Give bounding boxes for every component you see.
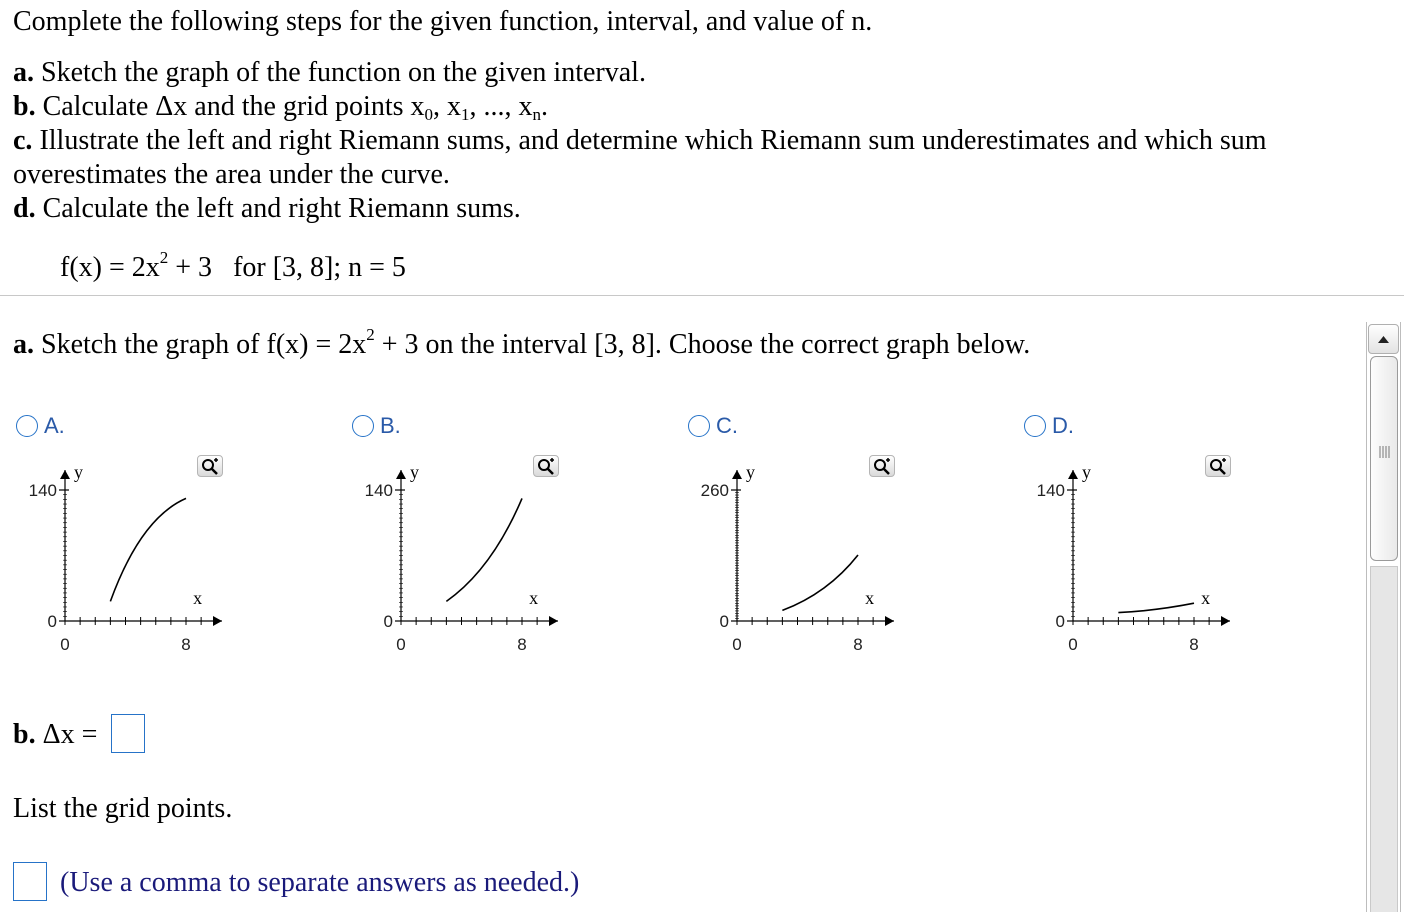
step-d: d. Calculate the left and right Riemann sums. — [13, 193, 521, 224]
function-formula: $f(x) = 2x^2 + 3$ for [3, 8]; n = 5 — [60, 248, 406, 283]
scroll-up-button[interactable] — [1368, 324, 1399, 354]
y-axis-label: y — [74, 462, 83, 482]
magnifier-icon — [870, 456, 894, 476]
scroll-track[interactable] — [1370, 566, 1398, 912]
graph-svg — [1018, 452, 1258, 662]
graph-svg — [682, 452, 922, 662]
x-max-label: 8 — [181, 635, 191, 654]
y-axis-label: y — [1082, 462, 1091, 482]
magnifier-icon — [1206, 456, 1230, 476]
grid-points-input[interactable] — [13, 862, 47, 901]
y-axis-arrow — [1068, 470, 1078, 479]
graph-b — [346, 452, 586, 662]
zoom-button[interactable] — [533, 455, 559, 477]
function-curve — [110, 498, 186, 601]
grid-points-note: (Use a comma to separate answers as needed.) — [60, 867, 580, 898]
magnifier-icon — [198, 456, 222, 476]
y-max-label: 260 — [700, 481, 729, 500]
x-axis-label: x — [865, 588, 875, 608]
x-axis-label: x — [529, 588, 539, 608]
x-max-label: 8 — [853, 635, 863, 654]
delta-x-input[interactable] — [111, 714, 145, 753]
x-axis-label: x — [193, 588, 203, 608]
radio-a[interactable] — [16, 415, 38, 437]
magnifier-icon — [534, 456, 558, 476]
y-min-label: 0 — [719, 612, 729, 631]
radio-c[interactable] — [688, 415, 710, 437]
y-axis-arrow — [396, 470, 406, 479]
radio-d[interactable] — [1024, 415, 1046, 437]
graph-svg — [10, 452, 250, 662]
step-a: a. Sketch the graph of the function on the given interval. — [13, 57, 646, 88]
x-max-label: 8 — [1189, 635, 1199, 654]
instructions-intro: Complete the following steps for the given function, interval, and value of n. — [13, 6, 873, 37]
grid-points-prompt: List the grid points. — [13, 793, 233, 824]
function-curve — [1118, 603, 1194, 612]
zoom-button[interactable] — [197, 455, 223, 477]
part-b-label: b. Δx = — [13, 719, 98, 750]
graph-c — [682, 452, 922, 662]
x-min-label: 0 — [396, 635, 406, 654]
y-axis-arrow — [60, 470, 70, 479]
function-curve — [446, 498, 522, 601]
x-min-label: 0 — [732, 635, 742, 654]
x-axis-label: x — [1201, 588, 1211, 608]
x-axis-arrow — [885, 616, 894, 626]
step-c: c. Illustrate the left and right Riemann sums, and determine which Riemann sum underestimates and which sum — [13, 125, 1267, 156]
x-axis-arrow — [1221, 616, 1230, 626]
y-min-label: 0 — [47, 612, 57, 631]
y-max-label: 140 — [364, 481, 393, 500]
y-min-label: 0 — [383, 612, 393, 631]
y-max-label: 140 — [28, 481, 57, 500]
y-axis-arrow — [732, 470, 742, 479]
y-axis-label: y — [746, 462, 755, 482]
x-min-label: 0 — [1068, 635, 1078, 654]
y-max-label: 140 — [1036, 481, 1065, 500]
x-min-label: 0 — [60, 635, 70, 654]
x-axis-arrow — [213, 616, 222, 626]
graph-svg — [346, 452, 586, 662]
y-min-label: 0 — [1055, 612, 1065, 631]
graph-a — [10, 452, 250, 662]
step-b: b. Calculate Δx and the grid points $x_0$, $x_1$, ..., $x_n$. — [13, 91, 549, 124]
step-c-cont: overestimates the area under the curve. — [13, 159, 450, 190]
zoom-button[interactable] — [869, 455, 895, 477]
divider — [0, 295, 1404, 296]
graph-d — [1018, 452, 1258, 662]
x-axis-arrow — [549, 616, 558, 626]
radio-b[interactable] — [352, 415, 374, 437]
x-max-label: 8 — [517, 635, 527, 654]
scroll-thumb[interactable] — [1370, 356, 1398, 561]
part-a-prompt: a. Sketch the graph of $f(x) = 2x^2 + 3$ on the interval [3, 8]. Choose the correct graph below. — [13, 325, 1031, 360]
triangle-up-icon — [1369, 325, 1398, 353]
function-curve — [782, 555, 858, 610]
zoom-button[interactable] — [1205, 455, 1231, 477]
grip-icon — [1371, 357, 1397, 560]
scrollbar[interactable] — [1366, 322, 1401, 912]
y-axis-label: y — [410, 462, 419, 482]
